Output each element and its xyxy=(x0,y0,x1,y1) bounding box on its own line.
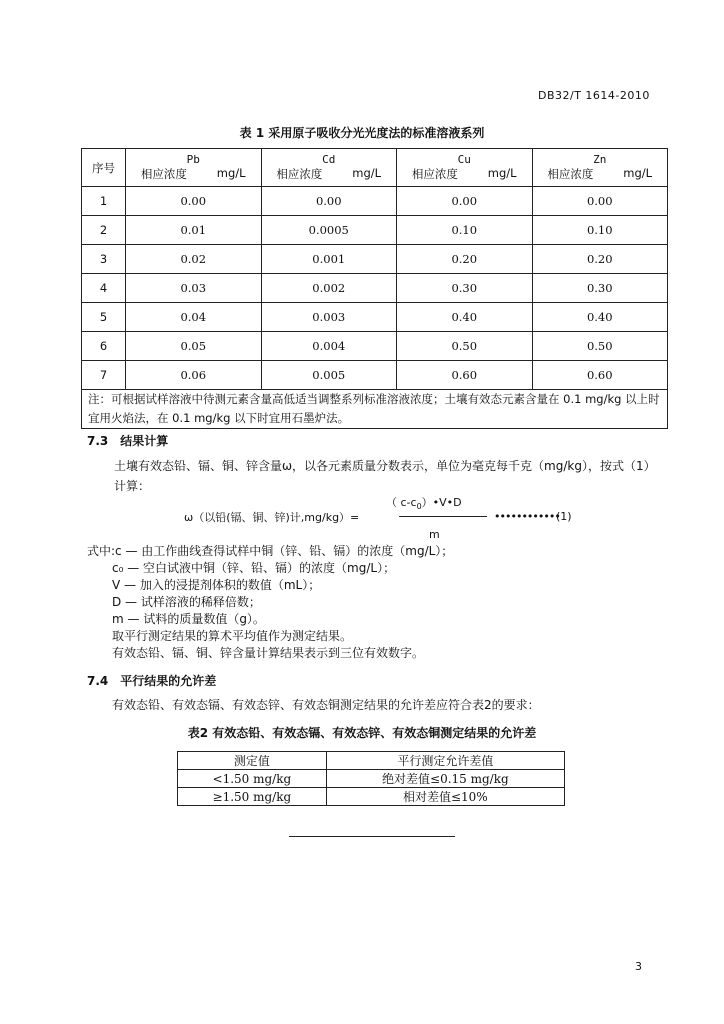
result-average-line: 取平行测定结果的算术平均值作为测定结果。 xyxy=(112,629,353,643)
column-header-cd xyxy=(261,149,397,187)
table-row xyxy=(82,216,668,245)
table-row xyxy=(82,274,668,303)
unit-label: mg/L xyxy=(487,166,517,180)
table-row xyxy=(82,187,668,216)
row-index: 5 xyxy=(82,303,126,332)
zn-value: 0.10 xyxy=(532,216,668,245)
pb-value: 0.01 xyxy=(126,216,262,245)
table-row xyxy=(82,245,668,274)
conc-label: 相应浓度 xyxy=(411,167,458,181)
table-row xyxy=(178,770,565,788)
cu-value: 0.60 xyxy=(397,361,533,390)
formula-denominator: m xyxy=(429,528,440,541)
element-symbol: Pb xyxy=(186,153,200,166)
where-line-c: 式中:c — 由工作曲线查得试样中铜（锌、铅、镉）的浓度（mg/L）； xyxy=(87,544,454,558)
where-line-d: D — 试样溶液的稀释倍数； xyxy=(112,595,261,609)
table-header-row xyxy=(82,149,668,187)
section-7-4-text: 有效态铅、有效态镉、有效态锌、有效态铜测定结果的允许差应符合表2的要求： xyxy=(112,698,540,712)
row-index: 2 xyxy=(82,216,126,245)
table-note: 注：可根据试样溶液中待测元素含量高低适当调整系列标准溶液浓度；土壤有效态元素含量在 0.1 mg/kg 以上时宜用火焰法，在 0.1 mg/kg 以下时宜用石墨炉法。 xyxy=(82,390,668,429)
allowable-difference-table xyxy=(177,751,565,806)
unit-label: mg/L xyxy=(216,166,246,180)
header-allowable-difference: 平行测定允许差值 xyxy=(326,752,564,770)
pb-value: 0.03 xyxy=(126,274,262,303)
section-7-3-intro: 土壤有效态铅、镉、铜、锌含量ω，以各元素质量分数表示，单位为毫克每千克（mg/kg），按式（1）计算： xyxy=(114,459,650,493)
page-number: 3 xyxy=(635,960,642,973)
table-note-row xyxy=(82,390,668,429)
pb-value: 0.00 xyxy=(126,187,262,216)
standard-solution-table xyxy=(81,148,668,429)
row-index: 1 xyxy=(82,187,126,216)
table-row xyxy=(82,303,668,332)
table-row xyxy=(82,361,668,390)
element-symbol: Zn xyxy=(593,153,607,166)
row-index: 3 xyxy=(82,245,126,274)
allowable-difference-cell: 绝对差值≤0.15 mg/kg xyxy=(326,770,564,788)
row-index: 4 xyxy=(82,274,126,303)
result-digits-line: 有效态铅、镉、铜、锌含量计算结果表示到三位有效数字。 xyxy=(112,646,425,660)
pb-value: 0.02 xyxy=(126,245,262,274)
row-index: 6 xyxy=(82,332,126,361)
cu-value: 0.30 xyxy=(397,274,533,303)
zn-value: 0.40 xyxy=(532,303,668,332)
where-line-v: V — 加入的浸提剂体积的数值（mL）； xyxy=(112,578,321,592)
cd-value: 0.004 xyxy=(261,332,397,361)
formula-dots: •••••••••••• xyxy=(494,510,560,523)
cu-value: 0.10 xyxy=(397,216,533,245)
end-rule xyxy=(289,836,455,837)
header-measured-value: 测定值 xyxy=(178,752,327,770)
conc-label: 相应浓度 xyxy=(547,167,594,181)
measured-value-cell: <1.50 mg/kg xyxy=(178,770,327,788)
where-line-m: m — 试料的质量数值（g）。 xyxy=(112,612,265,626)
cd-value: 0.00 xyxy=(261,187,397,216)
where-line-c0: c₀ — 空白试液中铜（锌、铅、镉）的浓度（mg/L）； xyxy=(112,561,396,575)
cd-value: 0.002 xyxy=(261,274,397,303)
table1-title: 表 1 采用原子吸收分光光度法的标准溶液系列 xyxy=(239,126,485,140)
cd-value: 0.0005 xyxy=(261,216,397,245)
allowable-difference-cell: 相对差值≤10% xyxy=(326,788,564,806)
table2-title: 表2 有效态铅、有效态镉、有效态锌、有效态铜测定结果的允许差 xyxy=(187,726,537,740)
pb-value: 0.04 xyxy=(126,303,262,332)
section-7-3-heading: 7.3 结果计算 xyxy=(87,434,169,448)
element-symbol: Cd xyxy=(322,153,336,166)
cu-value: 0.20 xyxy=(397,245,533,274)
standard-code: DB32/T 1614-2010 xyxy=(538,89,650,102)
cd-value: 0.005 xyxy=(261,361,397,390)
column-header-pb xyxy=(126,149,262,187)
conc-label: 相应浓度 xyxy=(276,167,323,181)
cu-value: 0.00 xyxy=(397,187,533,216)
zn-value: 0.60 xyxy=(532,361,668,390)
pb-value: 0.05 xyxy=(126,332,262,361)
element-symbol: Cu xyxy=(457,153,471,166)
column-header-zn xyxy=(532,149,668,187)
table-header-row xyxy=(178,752,565,770)
formula-number: (1) xyxy=(556,510,572,523)
pb-value: 0.06 xyxy=(126,361,262,390)
column-header-cu xyxy=(397,149,533,187)
zn-value: 0.20 xyxy=(532,245,668,274)
table-row xyxy=(178,788,565,806)
conc-label: 相应浓度 xyxy=(140,167,187,181)
formula-lhs: ω（以铅(镉、铜、锌)计,mg/kg）= xyxy=(184,511,360,524)
cd-value: 0.001 xyxy=(261,245,397,274)
unit-label: mg/L xyxy=(352,166,382,180)
formula-numerator: （ $c-c_0)•V•D$ xyxy=(386,496,462,512)
unit-label: mg/L xyxy=(623,166,653,180)
cd-value: 0.003 xyxy=(261,303,397,332)
zn-value: 0.50 xyxy=(532,332,668,361)
zn-value: 0.30 xyxy=(532,274,668,303)
section-7-4-heading: 7.4 平行结果的允许差 xyxy=(87,674,217,688)
cu-value: 0.50 xyxy=(397,332,533,361)
zn-value: 0.00 xyxy=(532,187,668,216)
row-index: 7 xyxy=(82,361,126,390)
table-row xyxy=(82,332,668,361)
fraction-bar xyxy=(399,516,487,517)
cu-value: 0.40 xyxy=(397,303,533,332)
index-header: 序号 xyxy=(82,149,126,187)
measured-value-cell: ≥1.50 mg/kg xyxy=(178,788,327,806)
